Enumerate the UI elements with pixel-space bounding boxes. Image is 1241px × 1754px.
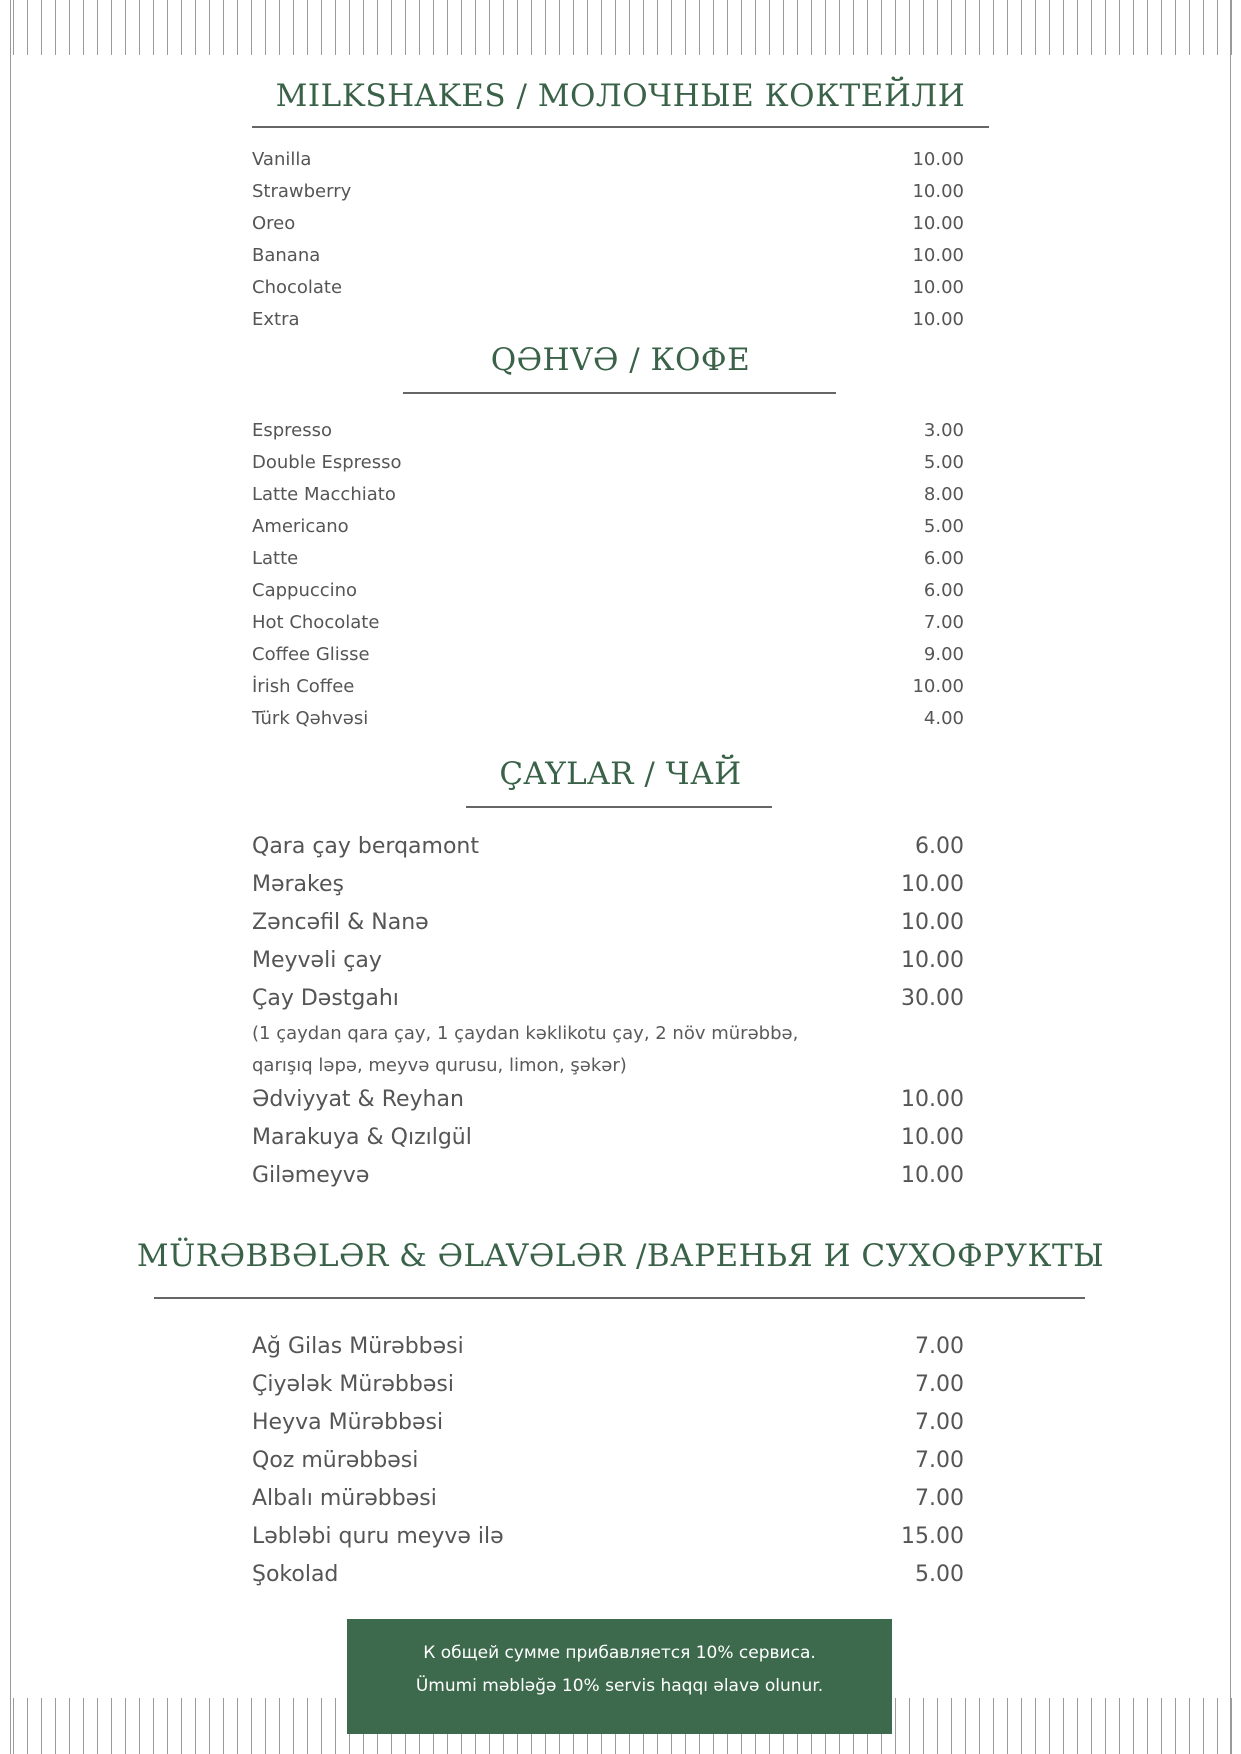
item-name: Zəncəfil & Nanə	[252, 910, 429, 935]
item-price: 6.00	[915, 834, 964, 859]
menu-list-jams	[252, 1328, 964, 1594]
item-price: 10.00	[901, 1163, 964, 1188]
section-rule-milkshakes	[252, 126, 989, 128]
item-name: Ləbləbi quru meyvə ilə	[252, 1524, 504, 1549]
item-price: 3.00	[923, 420, 964, 441]
left-border-line	[10, 0, 11, 1754]
item-price: 6.00	[923, 580, 964, 601]
item-name: Coffee Glisse	[252, 644, 370, 665]
item-price: 10.00	[912, 676, 964, 697]
item-name: Hot Chocolate	[252, 612, 380, 633]
item-price: 10.00	[901, 872, 964, 897]
item-name: Chocolate	[252, 277, 343, 298]
menu-item	[252, 1518, 964, 1556]
item-name: Çay Dəstgahı	[252, 986, 399, 1011]
item-name: Double Espresso	[252, 452, 402, 473]
menu-item	[252, 1480, 964, 1518]
item-name: İrish Coffee	[252, 676, 355, 697]
menu-item	[252, 1157, 964, 1195]
menu-item	[252, 607, 964, 639]
item-price: 10.00	[912, 245, 964, 266]
item-name: Meyvəli çay	[252, 948, 382, 973]
menu-item	[252, 543, 964, 575]
item-price: 7.00	[915, 1372, 964, 1397]
item-name: Vanilla	[252, 149, 312, 170]
item-name: Banana	[252, 245, 321, 266]
item-name: Espresso	[252, 420, 333, 441]
section-title-coffee: QƏHVƏ / КОФЕ	[490, 342, 751, 378]
item-price: 10.00	[901, 1125, 964, 1150]
menu-list-milkshakes	[252, 144, 964, 336]
item-name: Marakuya & Qızılgül	[252, 1125, 472, 1150]
section-title-milkshakes: MILKSHAKES / МОЛОЧНЫЕ КОКТЕЙЛИ	[275, 78, 966, 114]
item-price: 30.00	[901, 986, 964, 1011]
description-line: (1 çaydan qara çay, 1 çaydan kəklikotu çay, 2 növ mürəbbə,	[252, 1023, 799, 1044]
menu-item	[252, 1328, 964, 1366]
menu-item	[252, 447, 964, 479]
item-price: 10.00	[901, 1087, 964, 1112]
item-price: 5.00	[923, 452, 964, 473]
item-name: Extra	[252, 309, 300, 330]
menu-item	[252, 942, 964, 980]
item-price: 5.00	[923, 516, 964, 537]
item-name: Latte Macchiato	[252, 484, 396, 505]
item-price: 10.00	[912, 309, 964, 330]
item-name: Cappuccino	[252, 580, 358, 601]
menu-item	[252, 304, 964, 336]
menu-item	[252, 1081, 964, 1119]
item-description-tea-set	[252, 1018, 798, 1082]
item-price: 15.00	[901, 1524, 964, 1549]
item-name: Çiyələk Mürəbbəsi	[252, 1372, 454, 1397]
menu-item	[252, 575, 964, 607]
item-price: 10.00	[912, 181, 964, 202]
service-charge-notice	[347, 1619, 892, 1734]
item-name: Qoz mürəbbəsi	[252, 1448, 419, 1473]
section-title-tea: ÇAYLAR / ЧАЙ	[499, 756, 742, 792]
menu-item	[252, 144, 964, 176]
item-name: Şokolad	[252, 1562, 339, 1587]
menu-item	[252, 272, 964, 304]
item-name: Latte	[252, 548, 299, 569]
item-price: 10.00	[912, 149, 964, 170]
menu-list-tea-more	[252, 1081, 964, 1195]
item-name: Heyva Mürəbbəsi	[252, 1410, 444, 1435]
menu-item	[252, 671, 964, 703]
item-name: Giləmeyvə	[252, 1163, 370, 1188]
item-price: 6.00	[923, 548, 964, 569]
item-price: 10.00	[901, 948, 964, 973]
item-price: 7.00	[915, 1334, 964, 1359]
item-name: Strawberry	[252, 181, 352, 202]
menu-item	[252, 1404, 964, 1442]
section-rule-tea	[466, 806, 772, 808]
right-border-line	[1230, 0, 1231, 1754]
description-line: qarışıq ləpə, meyvə qurusu, limon, şəkər)	[252, 1055, 627, 1076]
item-name: Ədviyyat & Reyhan	[252, 1087, 464, 1112]
menu-item	[252, 703, 964, 735]
item-name: Qara çay berqamont	[252, 834, 479, 859]
menu-item	[252, 511, 964, 543]
section-rule-coffee	[403, 392, 836, 394]
menu-item	[252, 1119, 964, 1157]
item-price: 7.00	[915, 1448, 964, 1473]
menu-list-tea	[252, 828, 964, 1018]
section-rule-jams	[154, 1297, 1085, 1299]
item-name: Ağ Gilas Mürəbbəsi	[252, 1334, 464, 1359]
item-name: Mərakeş	[252, 872, 344, 897]
item-price: 5.00	[915, 1562, 964, 1587]
menu-item	[252, 866, 964, 904]
item-price: 9.00	[923, 644, 964, 665]
notice-line-az: Ümumi məbləğə 10% servis haqqı əlavə olunur.	[415, 1676, 824, 1696]
menu-item	[252, 240, 964, 272]
item-name: Americano	[252, 516, 349, 537]
menu-item	[252, 415, 964, 447]
menu-item	[252, 208, 964, 240]
menu-item	[252, 176, 964, 208]
item-price: 8.00	[923, 484, 964, 505]
item-price: 7.00	[915, 1486, 964, 1511]
item-name: Albalı mürəbbəsi	[252, 1486, 437, 1511]
menu-item	[252, 980, 964, 1018]
item-price: 10.00	[912, 277, 964, 298]
item-price: 4.00	[923, 708, 964, 729]
menu-item	[252, 479, 964, 511]
menu-item	[252, 1366, 964, 1404]
item-name: Oreo	[252, 213, 296, 234]
menu-list-coffee	[252, 415, 964, 735]
menu-item	[252, 828, 964, 866]
item-price: 10.00	[912, 213, 964, 234]
menu-item	[252, 904, 964, 942]
notice-line-ru: К общей сумме прибавляется 10% сервиса.	[423, 1643, 816, 1663]
item-price: 7.00	[923, 612, 964, 633]
menu-item	[252, 639, 964, 671]
menu-item	[252, 1442, 964, 1480]
item-name: Türk Qəhvəsi	[252, 708, 369, 729]
item-price: 7.00	[915, 1410, 964, 1435]
menu-item	[252, 1556, 964, 1594]
item-price: 10.00	[901, 910, 964, 935]
section-title-jams: MÜRƏBBƏLƏR & ƏLAVƏLƏR /ВАРЕНЬЯ И СУХОФРУКТЫ	[136, 1238, 1105, 1274]
decorative-stripes-top	[0, 0, 1241, 55]
